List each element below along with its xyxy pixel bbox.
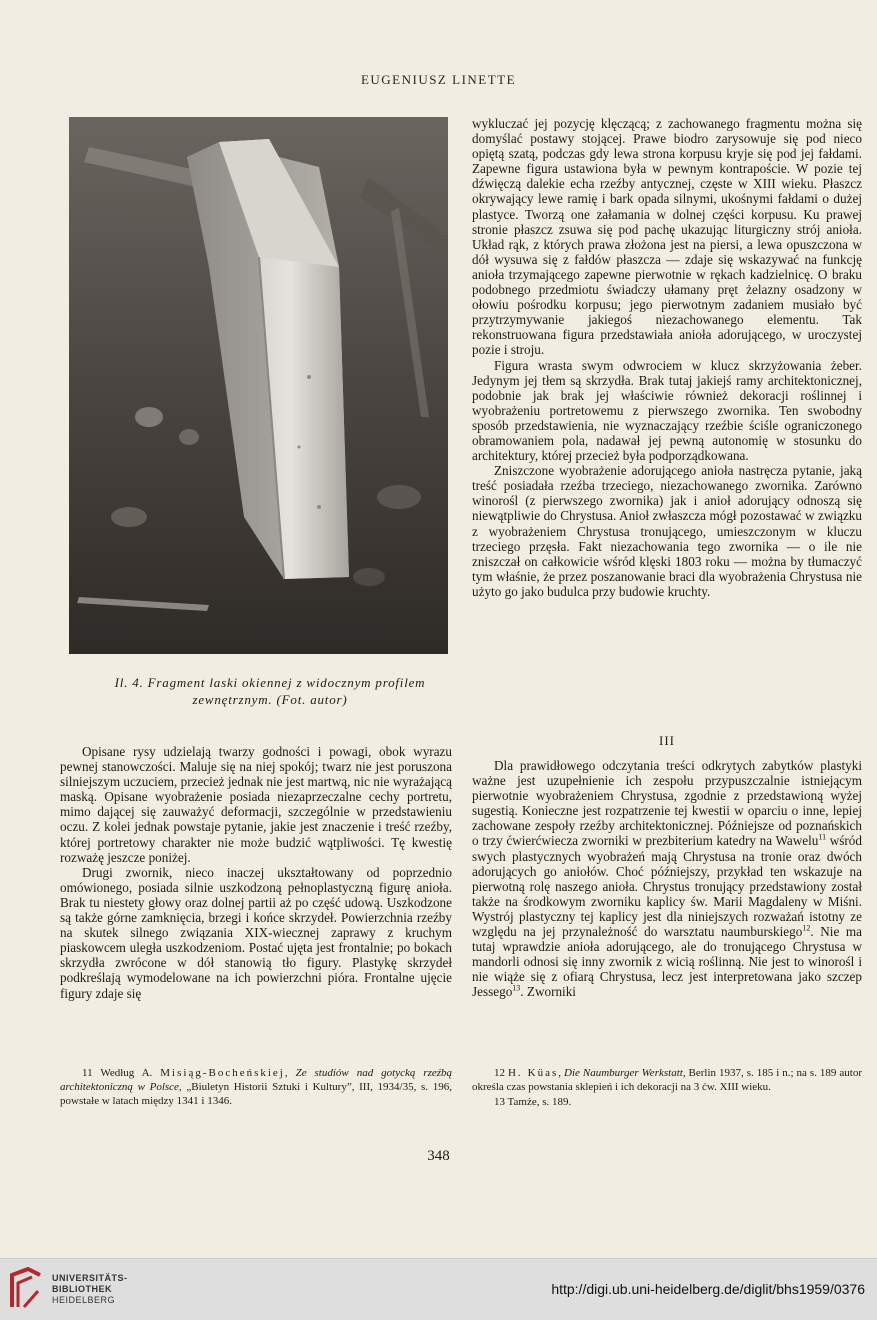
- text-run: . Nie ma tutaj wprawdzie anioła adorującego, ale do tronującego Chrystusa w mandorli odnosi się inny zwornik z wicią roślinną. Nie jest to winorośl i nie wiąże się z ofiarą Chrystusa, lecz jest interpretowana jako szczep Jessego: [472, 924, 863, 1000]
- footnote-title: Ze studiów nad gotycką rzeźbą architektoniczną w Polsce: [60, 1067, 453, 1093]
- photograph-stone-fragment: [69, 117, 448, 654]
- footnotes-right: [472, 1066, 862, 1110]
- university-library-logo-icon[interactable]: [8, 1267, 44, 1311]
- paragraph: Drugi zwornik, nieco inaczej ukształtowany od poprzednio omówionego, posiada silnie uszkodzoną pełnoplastyczną figurę anioła. Brak tu niestety głowy oraz dolnej partii aż po część udową. Uszkodzone są także górne zamknięcia, brzegi i końce skrzydeł. Powierzchnia rzeźby na skutek silnego związania XIX-wiecznej zaprawy z kruchym piaskowcem uległa uszkodzeniom. Postać ujęta jest frontalnie; po bokach skrzydła zwrócone w dół stanowią tło figury. Plastykę skrzydeł podkreślają wymodelowane na ich powierzchni pióra. Frontalne ujęcie figury zdaje się: [60, 864, 452, 1001]
- text-column-right-bottom: [472, 758, 862, 1000]
- photo-illustration: [69, 117, 448, 654]
- permalink-url[interactable]: http://digi.ub.uni-heidelberg.de/diglit/bhs1959/0376: [551, 1281, 865, 1297]
- footnote-number: 12: [494, 1067, 505, 1079]
- text-run: wśród swych plastycznych wyobrażeń mają Chrystusa na tronie oraz dwóch adorujących go aniołów. Choć późniejszy, przykład ten wskazuje na pierwotną rolę naszego anioła. Chrystus tronujący przedstawiony został także na środkowym zworniku kaplicy św. Marii Magdaleny w Miśni. Wystrój plastyczny tej kaplicy jest dla niniejszych rozważań istotny ze względu na jej przynależność do warsztatu naumburskiego: [472, 833, 862, 940]
- section-heading: III: [659, 733, 675, 748]
- figure-caption: [80, 674, 460, 708]
- footnotes-left: [60, 1066, 452, 1109]
- footnote-ref: 12: [802, 923, 811, 933]
- footnote-ref: 13: [512, 984, 521, 994]
- footnote-12: 12 H. Küas, Die Naumburger Werkstatt, Berlin 1937, s. 185 i n.; na s. 189 autor określa czas powstania sklepień i ich dekoracji na 3 ćw. XIII wieku.: [472, 1067, 862, 1093]
- caption-line-1: Il. 4. Fragment laski okiennej z widocznym profilem: [114, 675, 426, 690]
- footnote-ref: 11: [818, 833, 827, 843]
- paragraph: wykluczać jej pozycję klęczącą; z zachowanego fragmentu można się domyślać postawy stojącej. Prawe biodro zarysowuje się pod nieco opiętą szatą, podczas gdy lewa strona korpusu kryje się pod jej fałdami. Zapewne figura ustawiona była w pewnym kontrapoście. W pozie tej dźwięczą dalekie echa rzeźby antycznej, częste w XIII wieku. Płaszcz okrywający lewe ramię i bark opada silnymi, ukośnymi fałdami o dużej plastyce. Tworzą one załamania w dolnej części korpusu. Ku prawej stronie płaszcz zsuwa się pod pachę ukazując liturgiczny strój anioła. Układ rąk, z których prawa złożona jest na piersi, a lewa opuszczona w dół wysuwa się z fałdów płaszcza — zdaje się wskazywać na funkcję anioła trzymającego zapewne pierwotnie w rękach kadzielnicę. O braku podobnego przedmiotu świadczy ułamany pręt żelazny osadzony w ołowiu pośrodku korpusu; jego pierwotnym zadaniem musiało być przytrzymywanie jakiegoś niezachowanego elementu. Tak rekonstruowana figura przedstawiała anioła adorującego, w uroczystej pozie i stroju.: [472, 116, 862, 358]
- paragraph: Zniszczone wyobrażenie adorującego anioła nastręcza pytanie, jaką treść posiadała rzeźba trzeciego, niezachowanego zwornika. Zarówno winorośl (z pierwszego zwornika) jak i anioł adorujący odnoszą się niewątpliwie do Chrystusa. Anioł zwłaszcza mógł pozostawać w związku z wyobrażeniem Chrystusa tronującego, umieszczonym w kluczu trzeciego przęsła. Fakt niezachowania tego zwornika — o ile nie zniszczał on całkowicie wśród klęski 1803 roku — można by tłumaczyć tym właśnie, że przez poszanowanie braci dla wyobrażenia Chrystusa nie użyto go jako budulca przy budowie kruchty.: [472, 463, 862, 599]
- logo-line: UNIVERSITÄTS-: [52, 1273, 128, 1283]
- footnote-text: , „Biuletyn Historii Sztuki i Kultury”, III, 1934/35, s. 196, powstałe w latach między 1341 i 1346.: [60, 1081, 452, 1107]
- footnote-text: Tamże, s. 189.: [505, 1096, 572, 1108]
- university-library-logo-text[interactable]: [52, 1273, 128, 1306]
- text-run: Dla prawidłowego odczytania treści odkrytych zabytków plastyki ważne jest uzupełnienie ich zespołu przypuszczalnie istniejącym pierwotnie wyobrażeniem Chrystusa, zgodnie z przedstawioną wyżej sugestią. Konieczne jest rozpatrzenie tej kwestii w oparciu o inne, lepiej zachowane zespoły rzeźby architektonicznej. Późniejsze od poznańskich o trzy ćwierćwiecza zworniki w prezbiterium katedry na Wawelu: [472, 758, 862, 849]
- logo-line: BIBLIOTHEK: [52, 1284, 112, 1294]
- paragraph: Opisane rysy udzielają twarzy godności i powagi, obok wyrazu pewnej stanowczości. Maluje się na niej spokój; twarz nie jest poruszona silniejszym uczuciem, przecież jednak nie jest martwą, nic nie wyrażającą maską. Opisane wyobrażenie posiada niezaprzeczalne cechy portretu, mimo dającej się zauważyć deformacji, szczególnie w przedstawieniu oczu. Z kolei jednak powstaje pytanie, jakie jest znaczenie i treść rzeźby, której portretowy charakter nie może budzić wątpliwości. Tę kwestię rozważę jeszcze poniżej.: [60, 744, 452, 865]
- viewer-footer: [0, 1258, 877, 1320]
- text-column-left-bottom: [60, 744, 452, 1001]
- footnote-number: 13: [494, 1096, 505, 1108]
- footnote-title: Die Naumburger Werkstatt: [564, 1067, 683, 1079]
- footnote-text: , Berlin 1937, s. 185 i n.; na s. 189 autor określa czas powstania sklepień i ich dekoracji na 3 ćw. XIII wieku.: [472, 1067, 862, 1093]
- logo-line: HEIDELBERG: [52, 1295, 116, 1305]
- text-run: . Zworniki: [520, 984, 576, 1000]
- footnote-number: 11: [82, 1067, 93, 1079]
- footnote-text: Według A.: [92, 1067, 161, 1079]
- footnote-11: 11 Według A. Misiąg-Bocheńskiej, Ze studiów nad gotycką rzeźbą architektoniczną w Polsce, „Biuletyn Historii Sztuki i Kultury”, III, 1934/35, s. 196, powstałe w latach między 1341 i 1346.: [60, 1067, 453, 1107]
- footnote-author: H. Küas: [507, 1067, 559, 1079]
- caption-line-2: zewnętrznym. (Fot. autor): [192, 692, 348, 707]
- text-column-right-top: [472, 116, 862, 599]
- running-head: EUGENIUSZ LINETTE: [360, 72, 517, 87]
- paragraph: [472, 758, 862, 1000]
- paragraph: Figura wrasta swym odwrociem w klucz skrzyżowania żeber. Jedynym jej tłem są skrzydła. Brak tutaj jakiejś ramy architektonicznej, podobnie jak brak jej właściwie również dekoracji roślinnej i wyobrażeniu portretowemu z pierwszego zwornika. Ten swobodny sposób przedstawienia, nie wyznaczający rzeźbie ściśle ograniczonego obramowaniem pola, nadawał jej pewną autonomię w stosunku do architektury, której przecież była podporządkowana.: [472, 357, 862, 464]
- footnote-author: Misiąg-Bocheńskiej: [160, 1067, 285, 1079]
- page-number: 348: [427, 1148, 450, 1164]
- footnote-13: [472, 1095, 862, 1109]
